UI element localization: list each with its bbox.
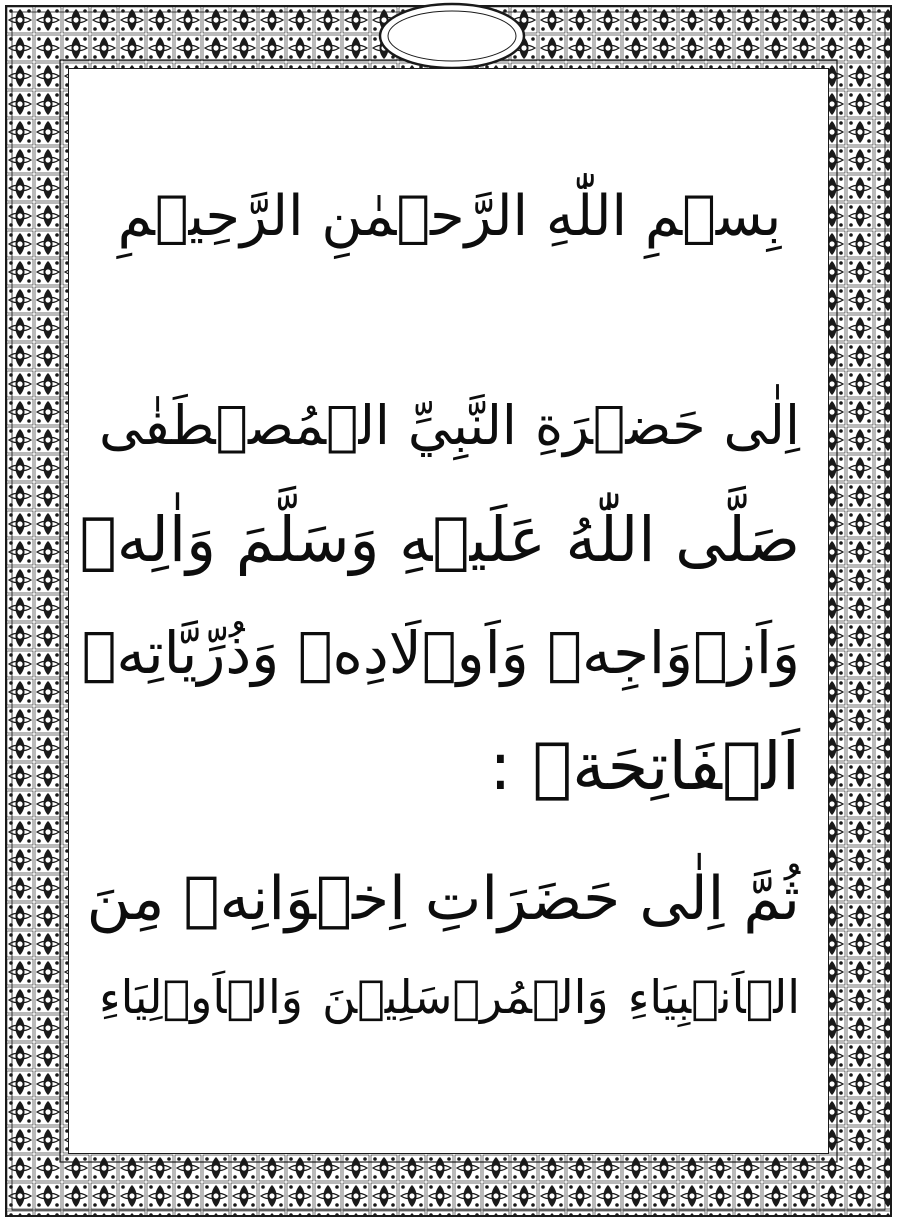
- text-line: الۡاَنۡبِيَاءِ وَالۡمُرۡسَلِيۡنَ وَالۡاَوۡلِيَاءِ: [99, 970, 800, 1024]
- text-line: اِلٰى حَضۡرَةِ النَّبِيِّ الۡمُصۡطَفٰى: [99, 394, 800, 457]
- text-line: صَلَّى اللّٰهُ عَلَيۡهِ وَسَلَّمَ وَاٰلِهٖ: [79, 503, 800, 576]
- basmala-heading: بِسۡمِ اللّٰهِ الرَّحۡمٰنِ الرَّحِيۡمِ: [117, 184, 782, 249]
- text-line: وَاَزۡوَاجِهٖ وَاَوۡلَادِهٖ وَذُرِّيَّاتِهٖ: [81, 619, 800, 687]
- text-line: ثُمَّ اِلٰى حَضَرَاتِ اِخۡوَانِهٖ مِنَ: [86, 864, 800, 934]
- text-line: اَلۡفَاتِحَةۡ :: [489, 728, 800, 805]
- text-panel: [68, 68, 829, 1154]
- oval-medallion-icon: [380, 4, 524, 68]
